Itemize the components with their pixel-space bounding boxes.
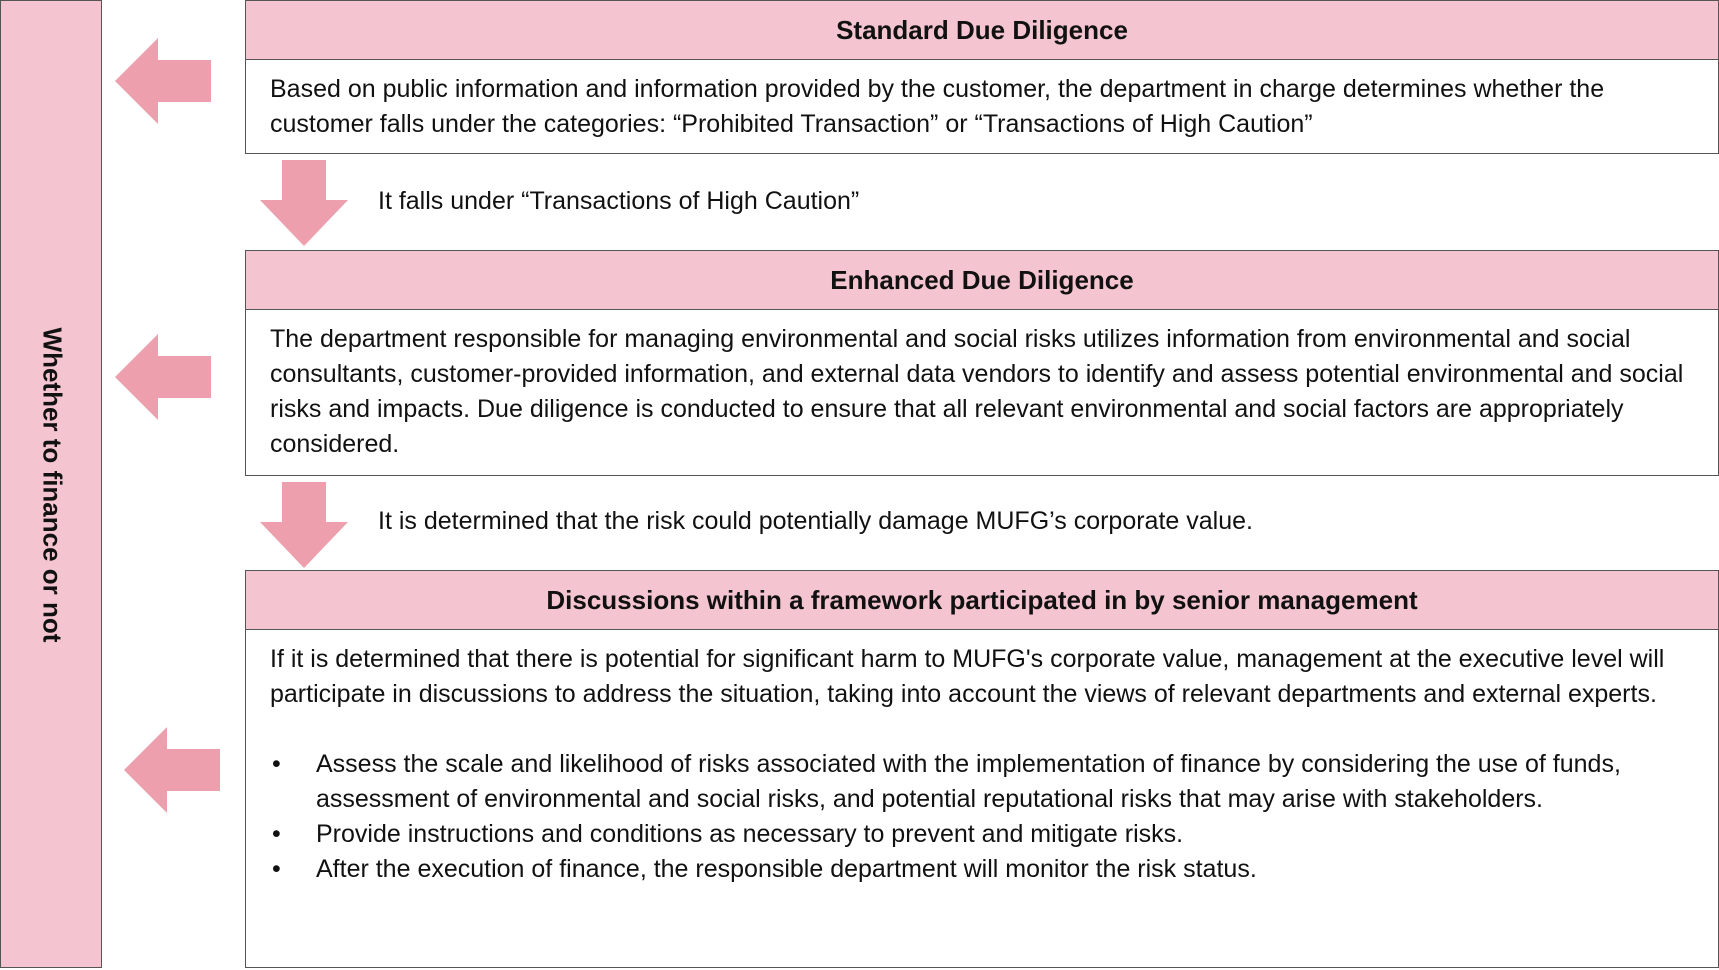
down-arrow-icon	[260, 160, 348, 246]
left-arrow-icon	[115, 38, 211, 124]
enhanced-due-diligence-box	[245, 250, 1719, 476]
sidebar-label: Whether to finance or not	[37, 327, 68, 643]
list-item: • Assess the scale and likelihood of risks associated with the implementation of finance by considering the use of funds, assessment of environmental and social risks, and potential reputational risks that may arise with stakeholders.	[272, 750, 1621, 813]
stage-description: Based on public information and information provided by the customer, the department in charge determines whether the customer falls under the categories: “Prohibited Transaction” or “Transactions of High Caution”	[270, 75, 1605, 138]
decision-sidebar	[0, 0, 102, 968]
stage-title: Standard Due Diligence	[246, 1, 1718, 60]
list-item: • After the execution of finance, the responsible department will monitor the risk status.	[272, 855, 1257, 883]
stage-title: Enhanced Due Diligence	[246, 251, 1718, 310]
stage-description: The department responsible for managing environmental and social risks utilizes information from environmental and social consultants, customer-provided information, and external data vendors to identify and assess potential environmental and social risks and impacts. Due diligence is conducted to ensure that all relevant environmental and social factors are appropriately considered.	[270, 325, 1684, 458]
action-list	[270, 747, 1694, 887]
senior-management-discussion-box	[245, 570, 1719, 968]
down-arrow-icon	[260, 482, 348, 568]
stage-description: If it is determined that there is potential for significant harm to MUFG's corporate value, management at the executive level will participate in discussions to address the situation, taking into account the views of relevant departments and external experts.	[270, 645, 1665, 708]
stage-title: Discussions within a framework participated in by senior management	[246, 571, 1718, 630]
left-arrow-icon	[115, 334, 211, 420]
left-arrow-icon	[124, 727, 220, 813]
standard-due-diligence-box	[245, 0, 1719, 154]
transition-text: It is determined that the risk could potentially damage MUFG’s corporate value.	[378, 507, 1253, 535]
transition-text: It falls under “Transactions of High Caution”	[378, 187, 860, 215]
list-item: • Provide instructions and conditions as necessary to prevent and mitigate risks.	[272, 820, 1184, 848]
